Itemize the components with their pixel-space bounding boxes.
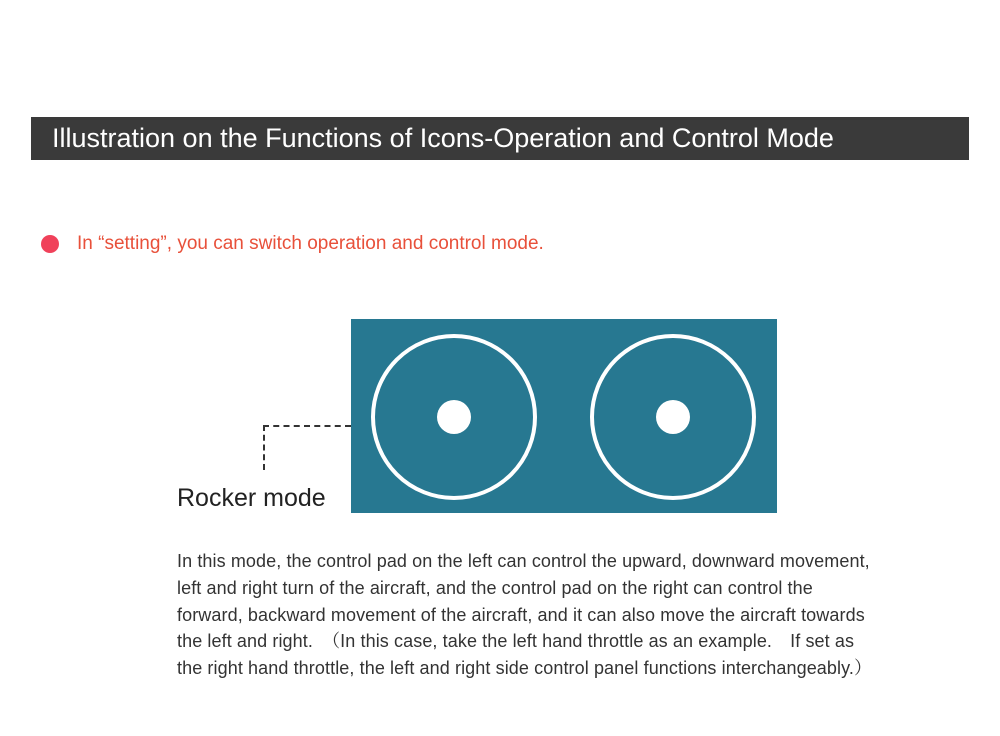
leader-line-vertical [263,425,265,470]
right-pad-knob [656,400,690,434]
rocker-mode-panel [351,319,777,513]
mode-label: Rocker mode [177,484,326,512]
red-dot-icon [41,235,59,253]
left-pad-knob [437,400,471,434]
control-pads-graphic [351,319,777,513]
setting-note [41,231,544,257]
leader-line-horizontal [263,425,351,427]
setting-note-text: In “setting”, you can switch operation and control mode. [77,233,544,254]
left-joystick-icon [373,336,535,498]
right-joystick-icon [592,336,754,498]
mode-description: In this mode, the control pad on the left can control the upward, downward movement, left and right turn of the aircraft, and the control pad on the right can control the forward, backward movement of the aircraft, and it can also move the aircraft towards the left and right. （In this case, take the left hand throttle as an example. If set as the right hand throttle, the left and right side control panel functions interchangeably.） [177,551,873,679]
title-banner [31,117,969,160]
page-title: Illustration on the Functions of Icons-Operation and Control Mode [52,123,834,153]
